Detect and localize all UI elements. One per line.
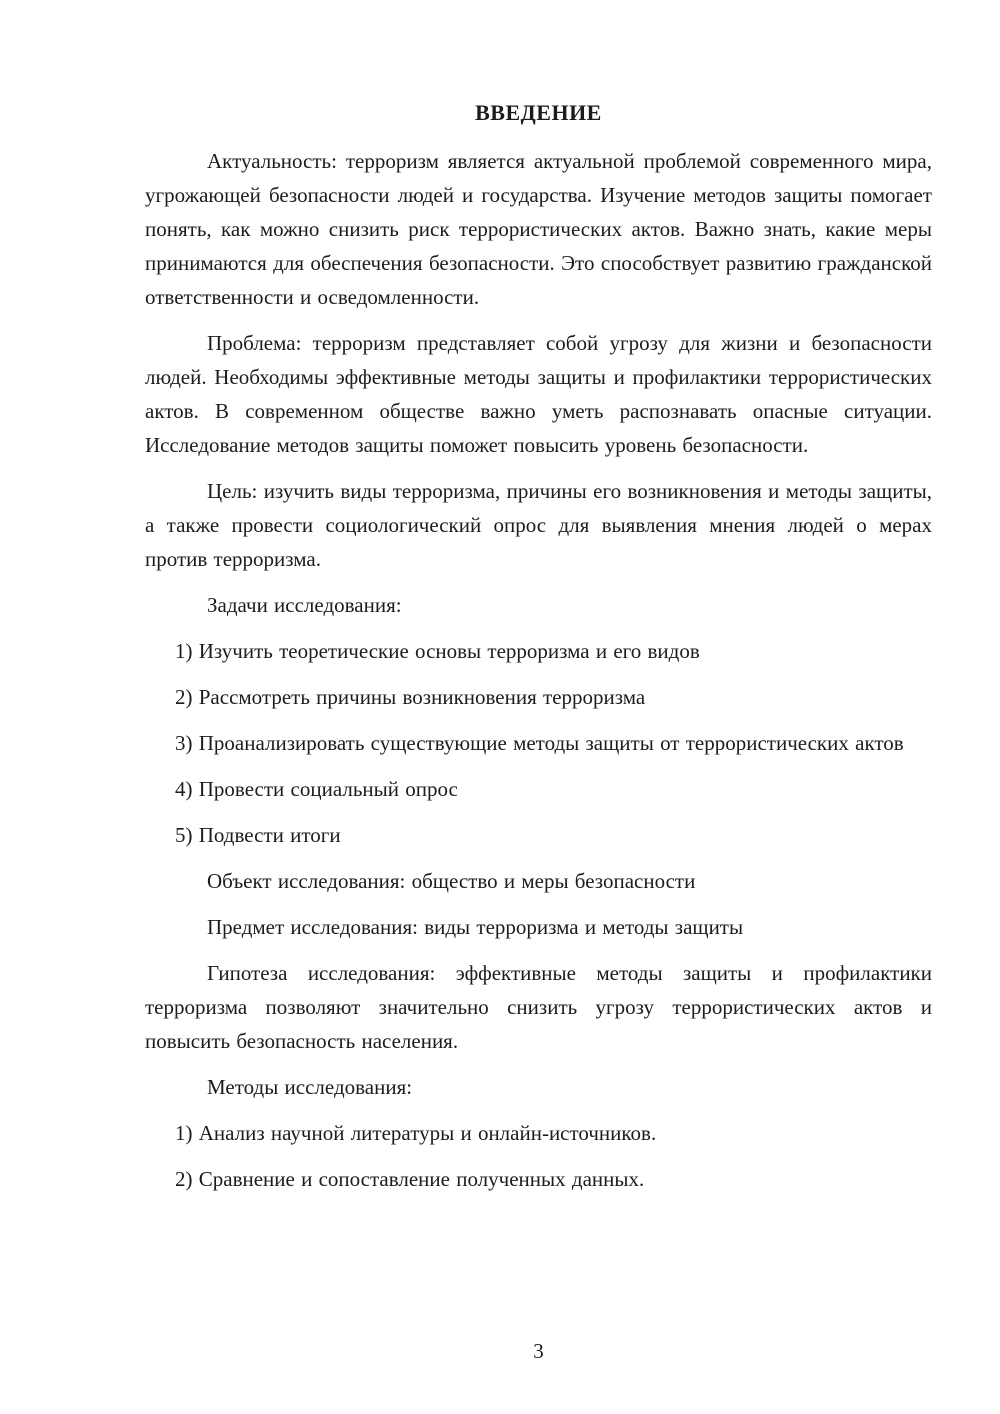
list-item-method-2: 2) Сравнение и сопоставление полученных данных. — [175, 1167, 645, 1191]
list-item-method-1: 1) Анализ научной литературы и онлайн-источников. — [175, 1121, 657, 1145]
list-item-task-1: 1) Изучить теоретические основы терроризма и его видов — [175, 639, 700, 663]
page-number: 3 — [533, 1339, 544, 1363]
list-item-task-5: 5) Подвести итоги — [175, 823, 341, 847]
paragraph-problema: Проблема: терроризм представляет собой угрозу для жизни и безопасности людей. Необходимы эффективные методы защиты и профилактики террористических актов. В современном обществе важно уметь распознавать опасные ситуации. Исследование методов защиты поможет повысить уровень безопасности. — [145, 331, 932, 457]
list-item-task-4: 4) Провести социальный опрос — [175, 777, 458, 801]
list-item-task-2: 2) Рассмотреть причины возникновения терроризма — [175, 685, 646, 709]
paragraph-metody-heading: Методы исследования: — [207, 1075, 413, 1099]
page-title: ВВЕДЕНИЕ — [475, 100, 602, 125]
paragraph-obekt: Объект исследования: общество и меры безопасности — [207, 869, 696, 893]
paragraph-aktualnost: Актуальность: терроризм является актуальной проблемой современного мира, угрожающей безопасности людей и государства. Изучение методов защиты помогает понять, как можно снизить риск террористических актов. Важно знать, какие меры принимаются для обеспечения безопасности. Это способствует развитию гражданской ответственности и осведомленности. — [145, 149, 932, 309]
paragraph-cel: Цель: изучить виды терроризма, причины его возникновения и методы защиты, а также провести социологический опрос для выявления мнения людей о мерах против терроризма. — [145, 479, 932, 571]
paragraph-zadachi-heading: Задачи исследования: — [207, 593, 402, 617]
list-item-task-3: 3) Проанализировать существующие методы защиты от террористических актов — [175, 731, 904, 755]
paragraph-gipoteza: Гипотеза исследования: эффективные методы защиты и профилактики терроризма позволяют значительно снизить угрозу террористических актов и повысить безопасность населения. — [145, 961, 932, 1053]
paragraph-predmet: Предмет исследования: виды терроризма и методы защиты — [207, 915, 744, 939]
